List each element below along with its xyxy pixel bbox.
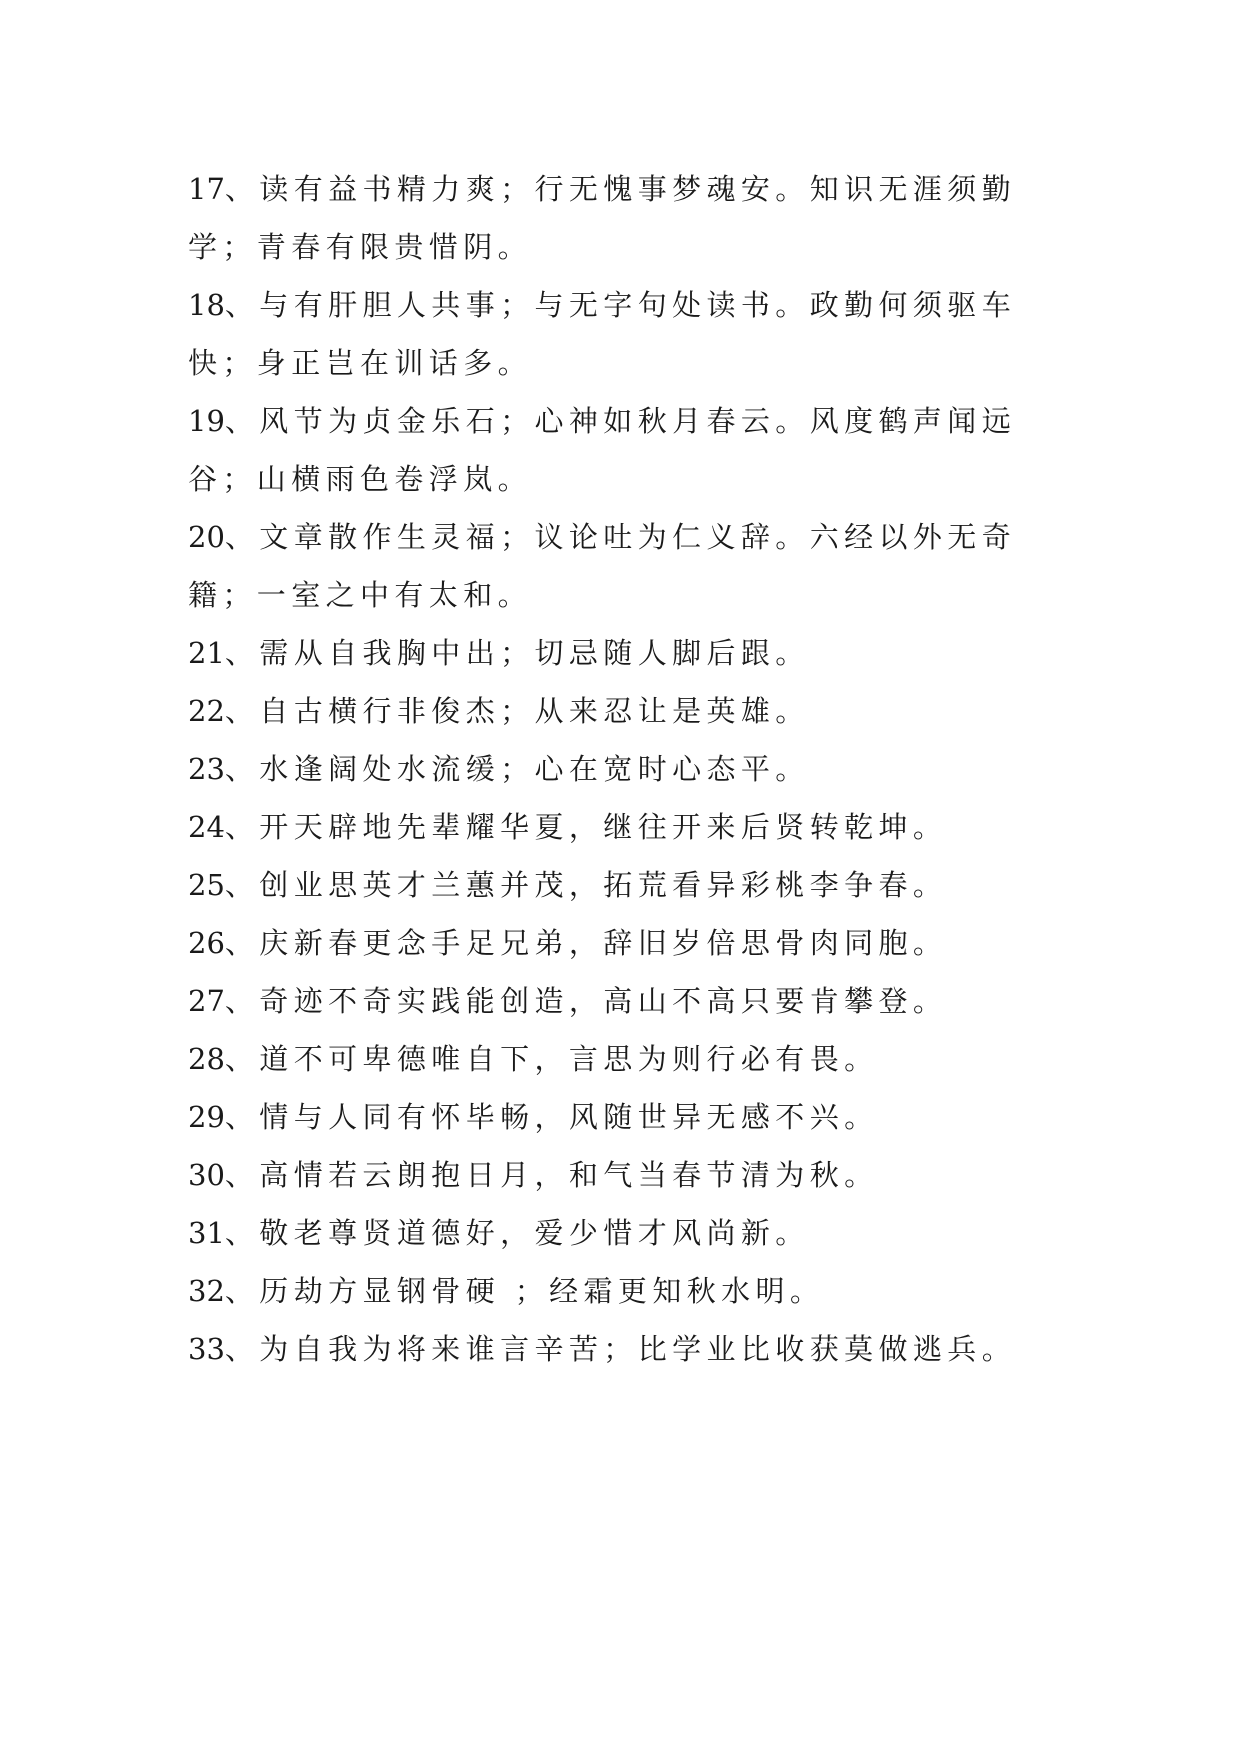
couplet-item-30 [188, 1146, 1078, 1204]
item-text: 、高情若云朗抱日月，和气当春节清为秋。 [224, 1158, 879, 1192]
couplet-item-29 [188, 1088, 1078, 1146]
item-number: 18 [188, 288, 225, 322]
couplet-item-18 [188, 276, 1078, 392]
item-text: 、奇迹不奇实践能创造，高山不高只要肯攀登。 [224, 984, 948, 1018]
item-number: 23 [188, 752, 225, 786]
item-number: 30 [188, 1158, 225, 1192]
item-number: 19 [188, 404, 225, 438]
couplet-list [188, 160, 1078, 1378]
couplet-item-22 [188, 682, 1078, 740]
item-text: 、历劫方显钢骨硬 ；经霜更知秋水明。 [224, 1274, 825, 1308]
item-text: 、创业思英才兰蕙并茂，拓荒看异彩桃李争春。 [224, 868, 948, 902]
couplet-item-28 [188, 1030, 1078, 1088]
item-number: 27 [188, 984, 225, 1018]
item-text: 、为自我为将来谁言辛苦；比学业比收获莫做逃兵。 [224, 1332, 1017, 1366]
couplet-item-33 [188, 1320, 1078, 1378]
item-text: 、道不可卑德唯自下，言思为则行必有畏。 [224, 1042, 879, 1076]
item-text: 、庆新春更念手足兄弟，辞旧岁倍思骨肉同胞。 [224, 926, 948, 960]
item-number: 33 [188, 1332, 225, 1366]
item-number: 31 [188, 1216, 225, 1250]
item-number: 28 [188, 1042, 225, 1076]
item-number: 24 [188, 810, 225, 844]
couplet-item-31 [188, 1204, 1078, 1262]
couplet-item-26 [188, 914, 1078, 972]
item-number: 17 [188, 172, 225, 206]
couplet-item-32 [188, 1262, 1078, 1320]
item-number: 29 [188, 1100, 225, 1134]
item-number: 32 [188, 1274, 225, 1308]
couplet-item-25 [188, 856, 1078, 914]
item-text: 、情与人同有怀毕畅，风随世异无感不兴。 [224, 1100, 879, 1134]
item-text: 、自古横行非俊杰；从来忍让是英雄。 [224, 694, 810, 728]
item-text: 、文章散作生灵福；议论吐为仁义辞。六经以外无奇籍；一室之中有太和。 [188, 520, 1017, 612]
couplet-item-21 [188, 624, 1078, 682]
couplet-item-27 [188, 972, 1078, 1030]
item-text: 、与有肝胆人共事；与无字句处读书。政勤何须驱车快；身正岂在训话多。 [188, 288, 1017, 380]
couplet-item-17 [188, 160, 1078, 276]
item-number: 25 [188, 868, 225, 902]
item-number: 26 [188, 926, 225, 960]
couplet-item-24 [188, 798, 1078, 856]
item-text: 、读有益书精力爽；行无愧事梦魂安。知识无涯须勤学；青春有限贵惜阴。 [188, 172, 1017, 264]
item-text: 、风节为贞金乐石；心神如秋月春云。风度鹤声闻远谷；山横雨色卷浮岚。 [188, 404, 1017, 496]
couplet-item-19 [188, 392, 1078, 508]
couplet-item-20 [188, 508, 1078, 624]
item-number: 22 [188, 694, 225, 728]
item-text: 、需从自我胸中出；切忌随人脚后跟。 [224, 636, 810, 670]
item-text: 、水逢阔处水流缓；心在宽时心态平。 [224, 752, 810, 786]
item-number: 21 [188, 636, 225, 670]
item-text: 、开天辟地先辈耀华夏，继往开来后贤转乾坤。 [224, 810, 948, 844]
item-number: 20 [188, 520, 225, 554]
item-text: 、敬老尊贤道德好，爱少惜才风尚新。 [224, 1216, 810, 1250]
couplet-item-23 [188, 740, 1078, 798]
